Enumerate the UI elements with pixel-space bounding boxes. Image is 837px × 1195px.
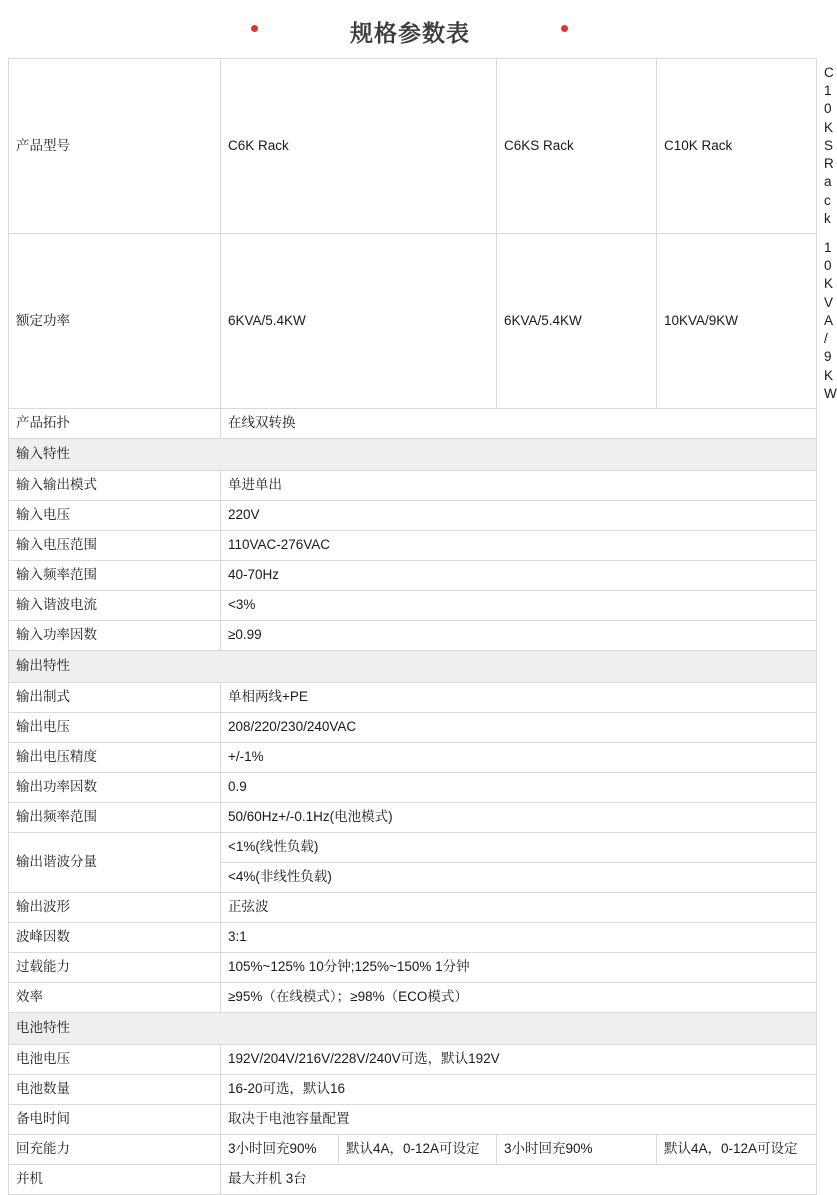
- cell-value: <1%(线性负载): [221, 832, 817, 862]
- row-label: 输出电压: [9, 712, 221, 742]
- table-row: [9, 712, 817, 742]
- cell-value: 0.9: [221, 772, 817, 802]
- row-label: 输入电压: [9, 500, 221, 530]
- cell-value: 单进单出: [221, 470, 817, 500]
- row-label: 产品型号: [9, 59, 221, 234]
- table-row: [9, 1164, 817, 1194]
- table-row: [9, 1074, 817, 1104]
- table-row: [9, 620, 817, 650]
- table-section-row: [9, 650, 817, 682]
- section-label: 输入特性: [9, 438, 817, 470]
- cell-value: 正弦波: [221, 892, 817, 922]
- row-label: 输出波形: [9, 892, 221, 922]
- page-title: 规格参数表: [350, 20, 470, 46]
- cell-value: <4%(非线性负载): [221, 862, 817, 892]
- cell-value: C6KS Rack: [497, 59, 657, 234]
- cell-value: 10KVA/9KW: [657, 233, 817, 408]
- row-label: 备电时间: [9, 1104, 221, 1134]
- cell-value: 6KVA/5.4KW: [221, 233, 497, 408]
- row-label: 输出频率范围: [9, 802, 221, 832]
- table-row: [9, 1134, 817, 1164]
- title-row: [0, 0, 820, 58]
- cell-value: 192V/204V/216V/228V/240V可选，默认192V: [221, 1044, 817, 1074]
- cell-value: ≥95%（在线模式）；≥98%（ECO模式）: [221, 982, 817, 1012]
- table-row: [9, 560, 817, 590]
- cell-value: 取决于电池容量配置: [221, 1104, 817, 1134]
- cell-value: ≥0.99: [221, 620, 817, 650]
- cell-value: 110VAC-276VAC: [221, 530, 817, 560]
- table-row: [9, 832, 817, 862]
- row-label: 输出电压精度: [9, 742, 221, 772]
- cell-value: 40-70Hz: [221, 560, 817, 590]
- row-label: 输入频率范围: [9, 560, 221, 590]
- table-section-row: [9, 1012, 817, 1044]
- cell-value: <3%: [221, 590, 817, 620]
- section-label: 电池特性: [9, 1012, 817, 1044]
- row-label: 产品拓扑: [9, 408, 221, 438]
- cell-value: C10K Rack: [657, 59, 817, 234]
- row-label: 并机: [9, 1164, 221, 1194]
- table-row: [9, 470, 817, 500]
- specification-table: [8, 58, 837, 1195]
- section-label: 输出特性: [9, 650, 817, 682]
- cell-value: 3小时回充90%: [497, 1134, 657, 1164]
- row-label: 电池电压: [9, 1044, 221, 1074]
- table-row: 额定功率 6KVA/5.4KW 6KVA/5.4KW 10KVA/9KW 10KVA/9KW: [9, 233, 817, 408]
- row-label: 输入输出模式: [9, 470, 221, 500]
- table-row: [9, 590, 817, 620]
- row-label: 输出功率因数: [9, 772, 221, 802]
- row-label: 额定功率: [9, 233, 221, 408]
- table-section-row: [9, 438, 817, 470]
- table-row: [9, 772, 817, 802]
- table-row: [9, 892, 817, 922]
- row-label: 输出制式: [9, 682, 221, 712]
- cell-value: 220V: [221, 500, 817, 530]
- table-row: [9, 922, 817, 952]
- row-label: 输入谐波电流: [9, 590, 221, 620]
- cell-value: 3:1: [221, 922, 817, 952]
- table-row: [9, 952, 817, 982]
- cell-value: 50/60Hz+/-0.1Hz(电池模式): [221, 802, 817, 832]
- row-label: 输入电压范围: [9, 530, 221, 560]
- row-label: 效率: [9, 982, 221, 1012]
- row-label: 输入功率因数: [9, 620, 221, 650]
- row-label: 波峰因数: [9, 922, 221, 952]
- table-row: [9, 982, 817, 1012]
- table-row: [9, 802, 817, 832]
- cell-value: C6K Rack: [221, 59, 497, 234]
- table-body: [9, 59, 837, 1195]
- cell-value: 16-20可选，默认16: [221, 1074, 817, 1104]
- cell-value: 默认4A，0-12A可设定: [657, 1134, 817, 1164]
- cell-value: +/-1%: [221, 742, 817, 772]
- table-row: 产品型号 C6K Rack C6KS Rack C10K Rack C10KS Rack: [9, 59, 817, 234]
- row-label: 回充能力: [9, 1134, 221, 1164]
- cell-value: 单相两线+PE: [221, 682, 817, 712]
- table-row: [9, 742, 817, 772]
- table-row: [9, 408, 817, 438]
- table-row: [9, 682, 817, 712]
- cell-value: 在线双转换: [221, 408, 817, 438]
- table-row: [9, 1044, 817, 1074]
- cell-value: 3小时回充90%: [221, 1134, 339, 1164]
- table-row: [9, 1104, 817, 1134]
- cell-value: 6KVA/5.4KW: [497, 233, 657, 408]
- row-label: 电池数量: [9, 1074, 221, 1104]
- row-label: 输出谐波分量: [9, 832, 221, 892]
- cell-value: 默认4A，0-12A可设定: [339, 1134, 497, 1164]
- row-label: 过载能力: [9, 952, 221, 982]
- table-row: [9, 530, 817, 560]
- cell-value: 105%~125% 10分钟;125%~150% 1分钟: [221, 952, 817, 982]
- cell-value: 208/220/230/240VAC: [221, 712, 817, 742]
- table-row: [9, 500, 817, 530]
- cell-value: 最大并机 3台: [221, 1164, 817, 1194]
